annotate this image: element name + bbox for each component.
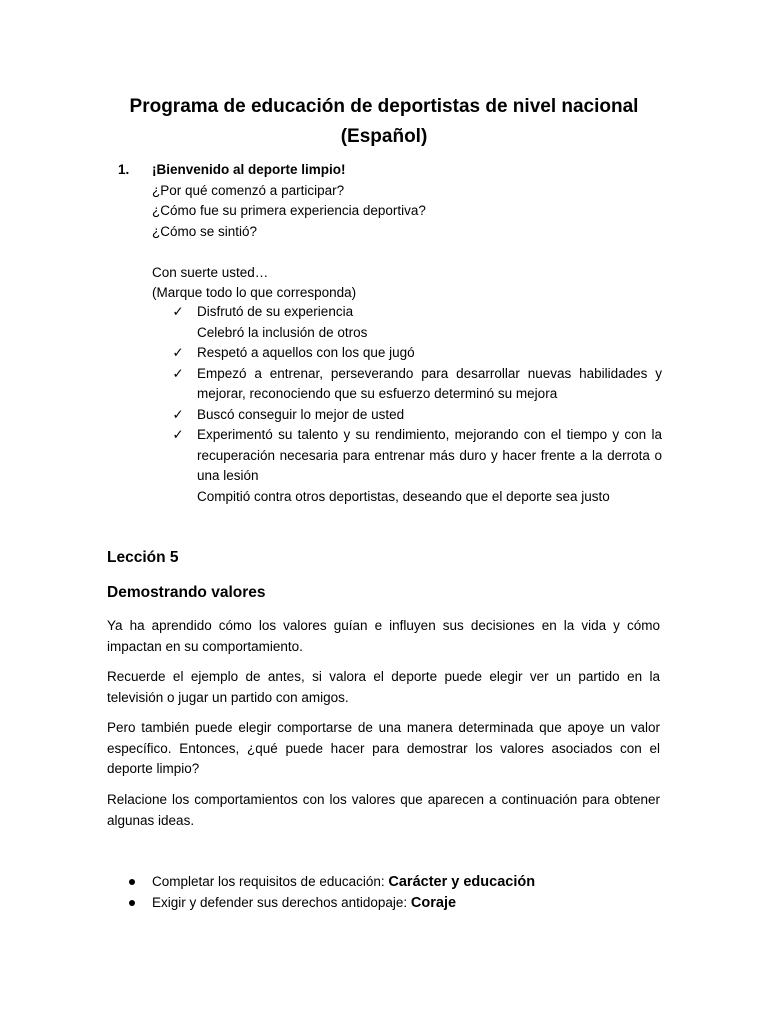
bullet-value: Coraje: [410, 894, 457, 911]
bullet-icon: [129, 900, 135, 906]
bullet-text: Completar los requisitos de educación:: [152, 874, 389, 889]
question-instruction: (Marque todo lo que corresponda): [152, 285, 357, 300]
checklist-item: [170, 364, 662, 405]
lesson-paragraph: Ya ha aprendido cómo los valores guían e influyen sus decisiones en la vida y cómo impactan en su comportamiento.: [107, 618, 660, 654]
document-title: [100, 92, 668, 152]
lesson-paragraph: Pero también puede elegir comportarse de una manera determinada que apoye un valor específico. Entonces, ¿qué puede hacer para demostrar los valores asociados con el deporte limpio?: [107, 720, 660, 776]
checklist-item: [170, 487, 662, 508]
checklist-item: [170, 302, 662, 323]
question-line: ¿Cómo se sintió?: [152, 223, 258, 239]
question-line: ¿Por qué comenzó a participar?: [152, 182, 345, 198]
checklist-item: [170, 425, 662, 487]
lesson-paragraph: Recuerde el ejemplo de antes, si valora el deporte puede elegir ver un partido en la televisión o jugar un partido con amigos.: [107, 669, 660, 705]
checklist: [170, 302, 662, 507]
checklist-item-text: Compitió contra otros deportistas, deseando que el deporte sea justo: [197, 488, 610, 504]
checklist-item: [170, 405, 662, 426]
bullet-icon: [129, 879, 135, 885]
checklist-item-text: Respetó a aquellos con los que jugó: [197, 345, 415, 360]
question-number: 1.: [118, 162, 130, 177]
bullet-value: Carácter y educación: [388, 874, 536, 890]
checkmark-icon: ✓: [172, 304, 184, 319]
question-intro: Con suerte usted…: [152, 264, 269, 280]
checklist-item-text: Celebró la inclusión de otros: [197, 324, 368, 340]
title-line-1: Programa de educación de deportistas de nivel nacional: [129, 96, 639, 117]
checklist-item-text: Disfrutó de su experiencia: [197, 304, 354, 319]
checkmark-icon: ✓: [172, 427, 184, 442]
checkmark-icon: ✓: [172, 365, 184, 381]
checkmark-icon: ✓: [172, 406, 184, 422]
question-line: ¿Cómo fue su primera experiencia deportiva?: [152, 203, 426, 218]
bullet-item: [126, 893, 666, 914]
lesson-subtitle: Demostrando valores: [107, 584, 266, 601]
question-heading: ¡Bienvenido al deporte limpio!: [152, 162, 346, 177]
checklist-item: [170, 323, 662, 344]
checklist-item-text: Experimentó su talento y su rendimiento, mejorando con el tiempo y con la recuperación necesaria para entrenar más duro y hacer frente a la derrota o una lesión: [197, 427, 662, 483]
checklist-item-text: Empezó a entrenar, perseverando para desarrollar nuevas habilidades y mejorar, reconociendo que su esfuerzo determinó su mejora: [197, 365, 662, 401]
lesson-number: Lección 5: [107, 549, 179, 566]
checkmark-icon: ✓: [172, 345, 184, 360]
checklist-item-text: Buscó conseguir lo mejor de usted: [197, 406, 405, 422]
lesson-paragraph: Relacione los comportamientos con los valores que aparecen a continuación para obtener algunas ideas.: [107, 792, 660, 828]
bullet-item: [126, 872, 666, 893]
checklist-item: [170, 343, 662, 364]
bullet-list: [126, 872, 666, 913]
bullet-text: Exigir y defender sus derechos antidopaje:: [152, 894, 411, 910]
title-line-2: (Español): [340, 126, 428, 147]
